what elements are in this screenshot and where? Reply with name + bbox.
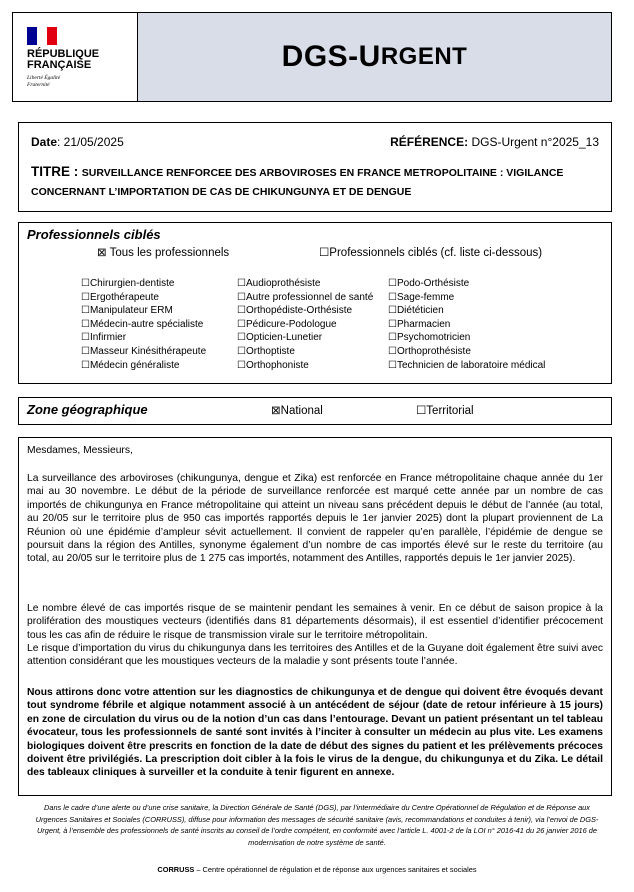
date: Date: 21/05/2025 xyxy=(31,135,124,149)
reference: RÉFÉRENCE: DGS-Urgent n°2025_13 xyxy=(390,135,599,149)
legal-footnote: Dans le cadre d’une alerte ou d’une crise sanitaire, la Direction Générale de Santé (DGS), par l’intermédiaire du Centre Opérationnel de Régulation et de Réponse aux Urgences Sanitaires et Sociales (CORRUSS), diffuse pour information des messages de sécurité sanitaire (avis, recommandations et conduites à tenir), via l’envoi de DGS-Urgent, à l’ensemble des professionnels de santé inscrits au conseil de l’ordre compétent, en conformité avec l’article L. 4001-2 de la LOI n° 2016-41 du 26 janvier 2016 de modernisation de notre système de santé. xyxy=(35,803,599,847)
list-item[interactable]: ☐Orthoptiste xyxy=(237,345,295,357)
list-item[interactable]: ☐Ergothérapeute xyxy=(81,291,159,303)
paragraph-1: La surveillance des arboviroses (chikungunya, dengue et Zika) est renforcée en France métropolitaine chaque année du 1er mai au 30 novembre. Le début de la période de surveillance renforcée est marqué cette année par un nombre de cas importés de chikungunya en France métropolitaine qui atteint un niveau sans précédent depuis le début de l’année (au total, au 20/05 sur le territoire plus de 950 cas importés rapportés depuis le 1er janvier 2025) dont la plupart proviennent de La Réunion où une épidémie d’ampleur sévit actuellement. Il convient de rappeler qu’en parallèle, l’épidémie de dengue se poursuit dans la région des Antilles, synonyme également d’un nombre de cas importés élevé sur le reste du territoire (au total, au 20/05 sur le territoire plus de 1 275 cas importés, notamment des Antilles, rapportés depuis le 1er janvier 2025). xyxy=(27,473,603,565)
document-header xyxy=(12,12,612,102)
meta-box xyxy=(18,122,612,212)
banner-part-a: DGS-U xyxy=(281,40,381,73)
list-item[interactable]: ☐Chirurgien-dentiste xyxy=(81,278,175,289)
list-item[interactable]: ☐Orthopédiste-Orthésiste xyxy=(237,305,353,317)
col-3 xyxy=(388,277,545,372)
list-item[interactable]: ☐Médecin-autre spécialiste xyxy=(81,318,204,330)
list-item[interactable]: ☐Audioprothésiste xyxy=(237,278,321,289)
list-item[interactable]: ☐Infirmier xyxy=(81,332,127,344)
list-item[interactable]: ☐Orthoprothésiste xyxy=(388,345,471,357)
list-item[interactable]: ☐Sage-femme xyxy=(388,291,455,303)
document-title: TITRE : SURVEILLANCE RENFORCEE DES ARBOVIROSES EN FRANCE METROPOLITAINE : VIGILANCE CONCERNANT L’IMPORTATION DE CAS DE CHIKUNGUNYA ET DE DENGUE xyxy=(31,164,564,198)
col-1 xyxy=(81,277,206,372)
motto: Liberté Égalité Fraternité xyxy=(27,75,61,88)
list-item[interactable]: ☐Podo-Orthésiste xyxy=(388,278,470,289)
republic-label: RÉPUBLIQUE FRANÇAISE xyxy=(27,48,100,71)
col-2 xyxy=(237,277,373,372)
targets-heading: Professionnels ciblés xyxy=(27,227,161,242)
list-item[interactable]: ☐Autre professionnel de santé xyxy=(237,291,374,303)
list-item[interactable]: ☐Opticien-Lunetier xyxy=(237,332,323,344)
list-item[interactable]: ☐Diététicien xyxy=(388,305,444,317)
paragraph-2: Le nombre élevé de cas importés risque de se maintenir pendant les semaines à venir. En ce début de saison propice à la prolifération des moustiques vecteurs (identifiés dans 81 départements désormais), il est essentiel d’identifier précocement tous les cas afin de réduire le risque de transmission virale sur le territoire métropolitain. xyxy=(27,603,603,641)
republique-francaise-logo xyxy=(13,13,137,101)
page-footer: CORRUSS – Centre opérationnel de régulation et de réponse aux urgences sanitaires et sociales xyxy=(157,865,477,874)
list-item[interactable]: ☐Psychomotricien xyxy=(388,332,471,344)
list-item[interactable]: ☐Manipulateur ERM xyxy=(81,305,173,317)
paragraph-4: Nous attirons donc votre attention sur les diagnostics de chikungunya et de dengue qui doivent être évoqués devant tout syndrome fébrile et algique notamment associé à un antécédent de séjour (date de retour inférieure à 15 jours) en zone de circulation du virus ou de la notion d’un cas dans l’entourage. Devant un patient présentant un tel tableau évocateur, tous les professionnels de santé sont invités à l’inciter à consulter un médecin au plus vite. Les examens biologiques doivent être prescrits en fonction de la date de début des signes du patient et les prélèvements précoces doivent être privilégiés. La prescription doit cibler à la fois le virus de la dengue, du chikungunya et du Zika. Le détail des tableaux cliniques à surveiller et la conduite à tenir figurent en annexe. xyxy=(27,687,603,779)
list-item[interactable]: ☐Pédicure-Podologue xyxy=(237,318,337,330)
dgs-urgent-banner xyxy=(137,13,611,101)
list-item[interactable]: ☐Technicien de laboratoire médical xyxy=(388,359,546,371)
option-all[interactable]: ⊠ Tous les professionnels xyxy=(97,247,230,259)
option-national[interactable]: ⊠National xyxy=(271,405,323,417)
zone-heading: Zone géographique xyxy=(27,402,148,417)
greeting: Mesdames, Messieurs, xyxy=(27,445,133,456)
list-item[interactable]: ☐Masseur Kinésithérapeute xyxy=(81,345,207,357)
option-territorial[interactable]: ☐Territorial xyxy=(416,405,474,417)
banner-part-b: RGENT xyxy=(380,43,468,70)
option-targeted[interactable]: ☐Professionnels ciblés (cf. liste ci-dessous) xyxy=(319,247,543,259)
paragraph-3: Le risque d’importation du virus du chikungunya dans les territoires des Antilles et de la Guyane doit également être suivi avec attention considérant que les moustiques vecteurs de la maladie y sont présents toute l’année. xyxy=(27,643,603,668)
list-item[interactable]: ☐Médecin généraliste xyxy=(81,359,180,371)
list-item[interactable]: ☐Pharmacien xyxy=(388,318,451,330)
list-item[interactable]: ☐Orthophoniste xyxy=(237,359,309,371)
geographic-zone xyxy=(18,397,612,425)
french-flag-icon xyxy=(27,27,57,45)
message-body xyxy=(18,437,612,796)
targeted-professionals xyxy=(18,222,612,384)
